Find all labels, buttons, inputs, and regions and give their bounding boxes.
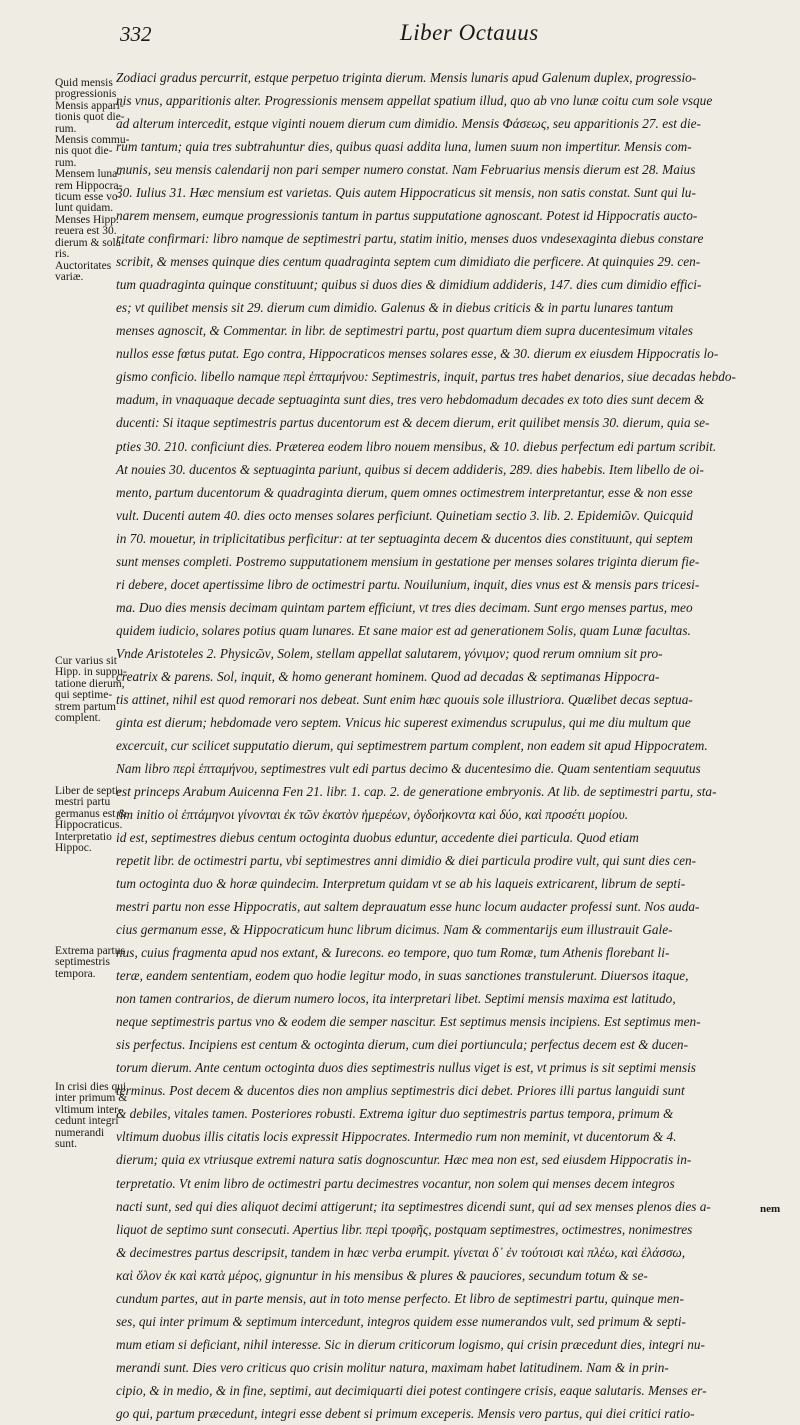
text-line: terminus. Post decem & ducentos dies non amplius septimestris dici debet. Priores illi partus languidi sunt — [116, 1083, 685, 1099]
text-line: go qui, partum præcedunt, integri esse debent si primum exceperis. Mensis vero partus, qui diei critici ratio- — [116, 1405, 695, 1421]
text-line: tum octoginta duo & horæ quindecim. Interpretum quidam vt se ab his laqueis extricarent, librum de septi- — [116, 876, 686, 892]
margin-note-line: tempora. — [55, 967, 96, 980]
text-line: nullos esse fœtus putat. Ego contra, Hippocraticos menses solares esse, & 30. dierum ex eiusdem Hippocratis lo- — [116, 346, 719, 362]
margin-note-line: progressionis — [55, 88, 117, 101]
text-line: teræ, eandem sententiam, eodem quo hodie legitur modo, in suas sanctiones transtulerunt. Diuersos itaque, — [116, 968, 689, 984]
text-line: ad alterum intercedit, estque viginti nouem dierum cum dimidio. Mensis Φάσεως, seu apparitionis 27. est die- — [116, 116, 701, 132]
text-line: 30. Iulius 31. Hæc mensium est varietas. Quis autem Hippocraticus sit mensis, non satis constat. Sunt qui lu- — [116, 185, 696, 201]
text-line: mestri partu non esse Hippocratis, aut saltem deprauatum esse hunc locum audacter professi sunt. Nos auda- — [116, 899, 700, 915]
text-line: vult. Ducenti autem 40. dies octo menses solares perficiunt. Quinetiam sectio 3. lib. 2. Epidemiῶν. Quicquid — [116, 507, 693, 523]
text-line: ducenti: Si itaque septimestris partus ducentorum est & decem dierum, erit quilibet mensis 30. dierum, quia se- — [116, 415, 710, 431]
text-line: rum tantum; quia tres subtrahuntur dies, quibus quasi addita luna, lumen suum non impertitur. Mensis com- — [116, 139, 692, 155]
text-line: est princeps Arabum Auicenna Fen 21. libr. 1. cap. 2. de generatione embryonis. At lib. de septimestri partu, sta- — [116, 783, 717, 799]
margin-note-line: Mensis appari- — [55, 99, 124, 112]
margin-note-line: mestri partu — [55, 796, 111, 809]
text-line: tis attinet, nihil est quod remorari nos debeat. Sunt enim hæc quouis sole illustriora. Quælibet decas septua- — [116, 691, 693, 707]
text-line: tim initio οἱ ἑπτάμηνοι γίνονται ἐκ τῶν ἑκατὸν ἡμερέων, ὀγδοήκοντα καὶ δύο, καὶ προσέτι μορίου. — [116, 807, 629, 822]
text-line: narem mensem, eumque progressionis tantum in partus supputatione agnoscant. Potest id Hippocratis aucto- — [116, 208, 698, 224]
text-line: sunt menses completi. Postremo supputationem mensium in gestatione per menses solares triginta dierum fie- — [116, 553, 700, 569]
text-line: & decimestres partus descripsit, tandem in hæc verba erumpit. γίνεται δ᾽ ἐν τούτοισι καὶ πλέω, καὶ ἐλάσσω, — [116, 1244, 686, 1260]
text-line: ritate confirmari: libro namque de septimestri partu, statim initio, menses duos vndesexaginta diebus constare — [116, 231, 704, 247]
catchword: nem — [760, 1203, 781, 1215]
margin-note-line: dierum & sola- — [55, 236, 125, 249]
margin-note-line: ris. — [55, 248, 70, 261]
text-line: ginta est dierum; hebdomade vero septem. Vnicus hic superest eximendus scrupulus, qui me diu multum que — [116, 714, 691, 730]
text-line: mento, partum ducentorum & quadraginta dierum, quem omnes octimestrem interpretantur, esse & non esse — [116, 484, 693, 500]
text-line: Nam libro περὶ ἑπταμήνου, septimestres vult edi partus decimo & ducentesimo die. Quam sententiam sequutus — [116, 760, 701, 776]
margin-note — [55, 77, 130, 283]
text-line: At nouies 30. ducentos & septuaginta pariunt, quibus si decem addideris, 289. dies habebis. Item libello de oi- — [116, 461, 704, 477]
text-line: repetit libr. de octimestri partu, vbi septimestres anni dimidio & diei particula prodire vult, qui sunt dies cen- — [116, 853, 697, 869]
text-line: quidem iudicio, solares potius quam lunares. Et sane maior est ad generationem Solis, quam Lunæ facultas. — [116, 622, 691, 638]
text-line: in 70. mouetur, in triplicitatibus perficitur: at ter septuaginta decem & ducentos dies constituunt, qui septem — [116, 530, 693, 546]
margin-note-line: Extrema partus — [55, 945, 125, 957]
text-line: munis, seu mensis calendarij non pari semper numero constat. Nam Februarius mensis dierum est 28. Maius — [116, 162, 696, 178]
margin-note-line: Auctoritates — [55, 259, 112, 272]
margin-note-line: Hipp. in suppu- — [55, 666, 127, 679]
margin-note-line: septimestris — [55, 956, 110, 969]
margin-note-line: numerandi — [55, 1126, 105, 1139]
margin-note-line: Hippocraticus. — [55, 819, 123, 832]
margin-note-line: Menses Hipp. — [55, 213, 119, 226]
margin-note-line: Mensem luna- — [55, 168, 122, 181]
margin-note-line: rem Hippocra- — [55, 179, 123, 192]
text-line: pties 30. 210. conficiunt dies. Præterea eodem libro nouem mensibus, & 10. diebus perfectum edi partum scribit. — [116, 438, 717, 454]
text-line: ri debere, docet apertissime libro de octimestri partu. Nouilunium, inquit, dies vnus est & mensis pars tricesi- — [116, 576, 700, 592]
margin-note-line: nis quot die- — [55, 145, 113, 158]
margin-note — [55, 785, 128, 855]
text-line: neque septimestris partus vno & eodem die semper nascitur. Est septimus mensis incipiens. Est septimus men- — [116, 1014, 701, 1030]
text-line: & debiles, vitales tamen. Posteriores robusti. Extrema igitur duo septimestris partus tempora, primum & — [116, 1106, 674, 1122]
text-line: scribit, & menses quinque dies centum quadraginta septem cum dimidiato die perficere. At quinquies 29. cen- — [116, 254, 701, 270]
margin-note-line: Quid mensis — [55, 77, 113, 89]
text-line: excercuit, cur scilicet supputatio dierum, qui septimestrem partum complent, non eadem sit apud Hippocratem. — [116, 737, 708, 753]
page-number: 332 — [120, 22, 152, 46]
margin-note — [55, 945, 125, 980]
margin-note-line: Interpretatio — [55, 830, 112, 843]
margin-note-line: reuera est 30. — [55, 225, 117, 238]
text-line: sis perfectus. Incipiens est centum & octoginta dierum, cum diei portiuncula; perfectus decem est & ducen- — [116, 1037, 688, 1053]
margin-note-line: In crisi dies qui — [55, 1081, 127, 1093]
text-line: Zodiaci gradus percurrit, estque perpetuo triginta dierum. Mensis lunaris apud Galenum duplex, progressio- — [116, 70, 697, 85]
text-line: torum dierum. Ante centum octoginta duos dies septimestris nullus viget is est, vt primus is sit septimi mensis — [116, 1060, 696, 1076]
main-text-block — [116, 66, 796, 1425]
margin-note-line: variæ. — [55, 270, 84, 283]
margin-note-line: sunt. — [55, 1138, 78, 1151]
text-line: tum quadraginta quinque constituunt; quibus si duos dies & dimidium addideris, 147. dies cum dimidio effici- — [116, 277, 702, 293]
margin-note-line: inter primum & — [55, 1092, 128, 1105]
text-line: menses agnoscit, & Commentar. in libr. de septimestri partu, post quartum diem supra ducentesimum vitales — [116, 323, 693, 339]
text-line: non tamen contrarios, de dierum numero locos, ita interpretari libet. Septimi mensis maxima est latitudo, — [116, 991, 676, 1007]
text-line: id est, septimestres diebus centum octoginta duobus eduntur, accedente diei particula. Quod etiam — [116, 830, 639, 846]
margin-note-line: strem partum — [55, 700, 116, 713]
margin-note-line: tatione dierum, — [55, 677, 125, 690]
text-line: cipio, & in medio, & in fine, septimi, aut decimiquarti diei potest contingere crisis, eaque salutaris. Menses er- — [116, 1382, 707, 1398]
text-line: mum etiam si deficiant, nihil interesse. Sic in dierum criticorum logismo, qui crisin præcedunt dies, integri nu- — [116, 1336, 705, 1352]
running-title: Liber Octauus — [400, 20, 539, 45]
margin-note-line: qui septime- — [55, 689, 113, 702]
text-line: nus, cuius fragmenta apud nos extant, & Iurecons. eo tempore, quo tum Romæ, tum Athenis florebant li- — [116, 945, 670, 961]
text-line: vltimum duobus illis citatis locis expressit Hippocrates. Intermedio rum non meminit, vt ducentorum & 4. — [116, 1129, 677, 1145]
margin-note — [55, 655, 127, 725]
margin-note-line: complent. — [55, 712, 101, 725]
margin-note-line: Hippoc. — [55, 842, 92, 855]
margin-note-line: lunt quidam. — [55, 202, 114, 215]
text-line: liquot de septimo sunt consecuti. Apertius libr. περὶ τροφῆς, postquam septimestres, octimestres, nonimestres — [116, 1221, 693, 1237]
text-line: gismo conficio. libello namque περὶ ἑπταμήνου: Septimestris, inquit, partus tres habet denarios, siue decadas hebdo- — [116, 369, 736, 385]
margin-note-line: Liber de septi- — [55, 785, 123, 797]
text-line: cundum partes, aut in parte mensis, aut in toto mense perfecto. Et libro de septimestri partu, quinque men- — [116, 1290, 684, 1306]
text-line: Vnde Aristoteles 2. Physicῶν, Solem, stellam appellat salutarem, γόνιμον; quod rerum omnium sit pro- — [116, 645, 663, 661]
text-line: καὶ ὅλον ἐκ καὶ κατὰ μέρος, gignuntur in his mensibus & plures & pauciores, secundum totum & se- — [116, 1267, 648, 1283]
text-line: ses, qui inter primum & septimum intercedunt, integros quidem esse numerandos vult, sed primum & septi- — [116, 1313, 686, 1329]
page-header — [120, 20, 790, 60]
margin-note-line: Mensis commu- — [55, 134, 130, 147]
margin-note-line: rum. — [55, 156, 77, 169]
margin-note-line: cedunt integri — [55, 1115, 119, 1128]
margin-note-line: ticum esse vo- — [55, 191, 122, 204]
margin-note-line: vltimum inter- — [55, 1103, 122, 1116]
text-line: madum, in vnaquaque decade septuaginta sunt dies, tres vero hebdomadum decades ex toto dies sunt decem & — [116, 392, 705, 408]
text-line: creatrix & parens. Sol, inquit, & homo generant hominem. Quod ad decadas & septimanas Hippocra- — [116, 668, 660, 684]
text-line: es; vt quilibet mensis sit 29. dierum cum dimidio. Galenus & in diebus criticis & in partu lunares tantum — [116, 300, 674, 316]
margin-note-line: germanus est & — [55, 807, 128, 820]
text-line: dierum; quia ex vtriusque extremi natura satis dognoscuntur. Hæc mea non est, sed eiusdem Hippocratis in- — [116, 1152, 692, 1168]
margin-note-line: Cur varius sit — [55, 655, 117, 667]
margin-note — [55, 1081, 128, 1151]
text-line: nacti sunt, sed qui dies aliquot decimi attigerunt; ita septimestres dicendi sunt, qui ad sex menses plenos dies a- — [116, 1198, 711, 1214]
text-line: terpretatio. Vt enim libro de octimestri partu decimestres vocantur, non solem qui menses decem integros — [116, 1175, 675, 1191]
margin-note-line: tionis quot die- — [55, 111, 125, 124]
text-line: cius germanum esse, & Hippocraticum hunc librum dicimus. Nam & commentarijs eum illustrauit Gale- — [116, 922, 673, 938]
margin-note-line: rum. — [55, 122, 77, 135]
text-line: merandi sunt. Dies vero criticus quo crisin molitur natura, maximam habet latitudinem. Nam & in prin- — [116, 1359, 669, 1375]
text-line: ma. Duo dies mensis decimam quintam partem efficiunt, vt tres dies decimam. Sunt ergo menses partus, meo — [116, 599, 693, 615]
text-line: nis vnus, apparitionis alter. Progressionis mensem appellat spatium illud, quo ab vno lunæ coitu cum sole vsque — [116, 93, 713, 109]
